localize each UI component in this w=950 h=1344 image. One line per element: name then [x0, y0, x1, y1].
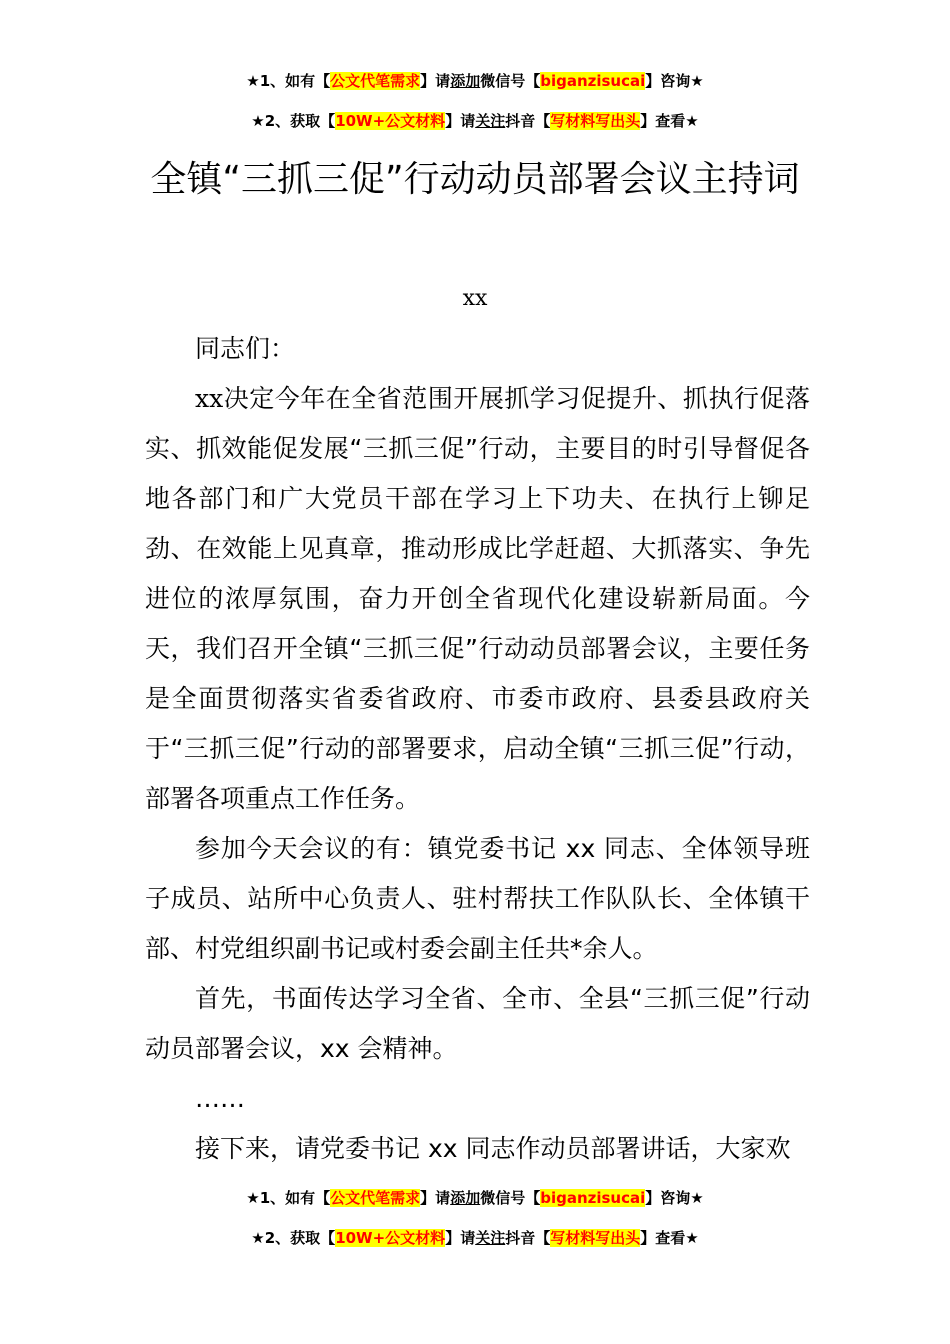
banner-text: 】请 — [445, 112, 476, 130]
banner-underlined: 添加 — [450, 72, 481, 90]
paragraph-5: 接下来，请党委书记 xx 同志作动员部署讲话，大家欢 — [195, 1134, 791, 1163]
banner-text: 】请 — [420, 1189, 451, 1207]
banner-highlight: 公文代笔需求 — [330, 72, 421, 90]
paragraph-1-text: 决定今年在全省范围开展抓学习促提升、抓执行促落实、抓效能促发展“三抓三促”行动，主要目的时引导督促各地各部门和广大党员干部在学习上下功夫、在执行上铆足劲、在效能上见真章，推动形成比学赶超、大抓落实、争先进位的浓厚氛围，奋力开创全省现代化建设崭新局面。今天，我们召开全镇“三抓三促”行动动员部署会议，主要任务是全面贯彻落实省委省政府、市委市政府、县委县政府关于“三抓三促”行动的部署要求，启动全镇“三抓三促”行动，部署各项重点工作任务。 — [145, 384, 810, 813]
document-author: xx — [462, 286, 488, 311]
greeting: 同志们： — [195, 334, 296, 363]
banner-text: 微信号【 — [480, 1189, 541, 1207]
paragraph-1 — [145, 374, 810, 824]
banner-underlined: 添加 — [450, 1189, 481, 1207]
banner-highlight: 公文代笔需求 — [330, 1189, 421, 1207]
banner-text: ★2、获取【 — [251, 112, 336, 130]
bottom-banner-line-1 — [0, 1187, 950, 1209]
document-body — [145, 324, 810, 1174]
banner-text: 微信号【 — [480, 72, 541, 90]
banner-text: ★1、如有【 — [246, 72, 331, 90]
paragraph-2: 参加今天会议的有：镇党委书记 xx 同志、全体领导班子成员、站所中心负责人、驻村帮扶工作队队长、全体镇干部、村党组织副书记或村委会副主任共*余人。 — [145, 834, 810, 963]
banner-highlight: biganzisucai — [540, 72, 646, 90]
banner-highlight: 10W+公文材料 — [335, 112, 446, 130]
document-title: 全镇“三抓三促”行动动员部署会议主持词 — [150, 159, 800, 200]
banner-highlight: 写材料写出头 — [550, 112, 641, 130]
paragraph-3: 首先，书面传达学习全省、全市、全县“三抓三促”行动动员部署会议，xx 会精神。 — [145, 984, 810, 1063]
banner-highlight: biganzisucai — [540, 1189, 646, 1207]
banner-highlight: 10W+公文材料 — [335, 1229, 446, 1247]
banner-text: 抖音【 — [505, 1229, 551, 1247]
banner-text: 】请 — [445, 1229, 476, 1247]
top-banner-line-2 — [0, 110, 950, 132]
banner-text: ★2、获取【 — [251, 1229, 336, 1247]
paragraph-4: …… — [195, 1084, 245, 1113]
banner-text: 】请 — [420, 72, 451, 90]
top-banner-line-1 — [0, 70, 950, 92]
banner-text: 】查看★ — [640, 112, 699, 130]
banner-underlined: 关注 — [475, 112, 506, 130]
banner-text: 】咨询★ — [645, 72, 704, 90]
banner-text: ★1、如有【 — [246, 1189, 331, 1207]
banner-highlight: 写材料写出头 — [550, 1229, 641, 1247]
banner-text: 】查看★ — [640, 1229, 699, 1247]
bottom-banner-line-2 — [0, 1227, 950, 1249]
banner-underlined: 关注 — [475, 1229, 506, 1247]
paragraph-1-lead: xx — [195, 384, 224, 413]
banner-text: 】咨询★ — [645, 1189, 704, 1207]
banner-text: 抖音【 — [505, 112, 551, 130]
